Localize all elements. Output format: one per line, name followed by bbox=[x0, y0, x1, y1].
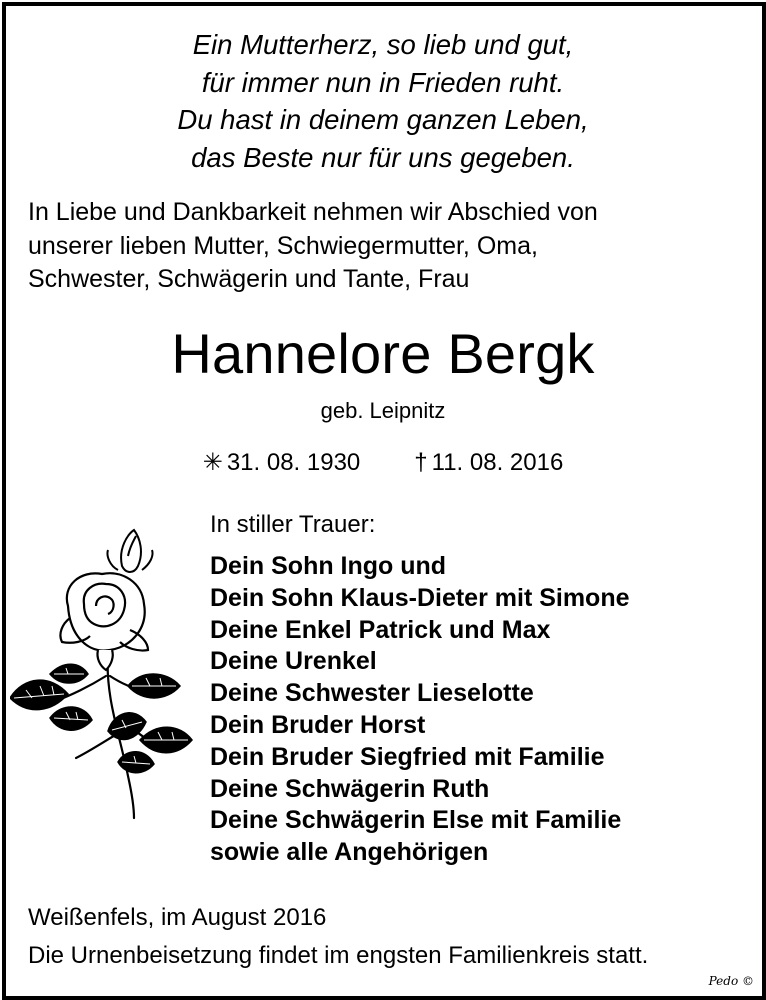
poem-line: Ein Mutterherz, so lieb und gut, bbox=[192, 29, 574, 60]
list-item: Deine Schwester Lieselotte bbox=[210, 679, 534, 708]
list-item: Dein Sohn Ingo und bbox=[210, 552, 447, 580]
life-dates bbox=[0, 448, 766, 478]
list-item: Dein Bruder Horst bbox=[210, 710, 426, 739]
publisher-credit: Pedo © bbox=[708, 974, 754, 988]
list-item: Deine Schwägerin Ruth bbox=[210, 774, 490, 803]
cross-icon: † bbox=[414, 449, 428, 476]
poem-line: Du hast in deinem ganzen Leben, bbox=[177, 104, 589, 135]
list-item: Deine Enkel Patrick und Max bbox=[210, 615, 551, 644]
list-item: Deine Urenkel bbox=[210, 647, 377, 676]
rose-icon bbox=[10, 526, 195, 826]
birth-date: 31. 08. 1930 bbox=[226, 449, 361, 476]
intro-text bbox=[28, 196, 748, 297]
mourners-heading: In stiller Trauer: bbox=[210, 511, 376, 538]
place-date: Weißenfels, im August 2016 bbox=[28, 904, 327, 931]
intro-line: Schwester, Schwägerin und Tante, Frau bbox=[28, 265, 470, 293]
list-item: sowie alle Angehörigen bbox=[210, 838, 489, 867]
memorial-poem bbox=[0, 26, 766, 176]
birth-name: geb. Leipnitz bbox=[320, 398, 446, 423]
poem-line: für immer nun in Frieden ruht. bbox=[201, 66, 565, 98]
intro-line: unserer lieben Mutter, Schwiegermutter, Oma, bbox=[28, 231, 538, 260]
deceased-name: Hannelore Bergk bbox=[171, 322, 595, 385]
list-item: Deine Schwägerin Else mit Familie bbox=[210, 806, 622, 835]
death-date: 11. 08. 2016 bbox=[431, 449, 564, 476]
list-item: Dein Sohn Klaus-Dieter mit Simone bbox=[210, 583, 630, 612]
mourners-list bbox=[210, 551, 630, 869]
intro-line: In Liebe und Dankbarkeit nehmen wir Abschied von bbox=[28, 198, 598, 226]
birth-star-icon: ✳ bbox=[202, 449, 223, 476]
burial-note: Die Urnenbeisetzung findet im engsten Familienkreis statt. bbox=[28, 942, 649, 969]
poem-line: das Beste nur für uns gegeben. bbox=[191, 141, 575, 173]
list-item: Dein Bruder Siegfried mit Familie bbox=[210, 742, 605, 771]
